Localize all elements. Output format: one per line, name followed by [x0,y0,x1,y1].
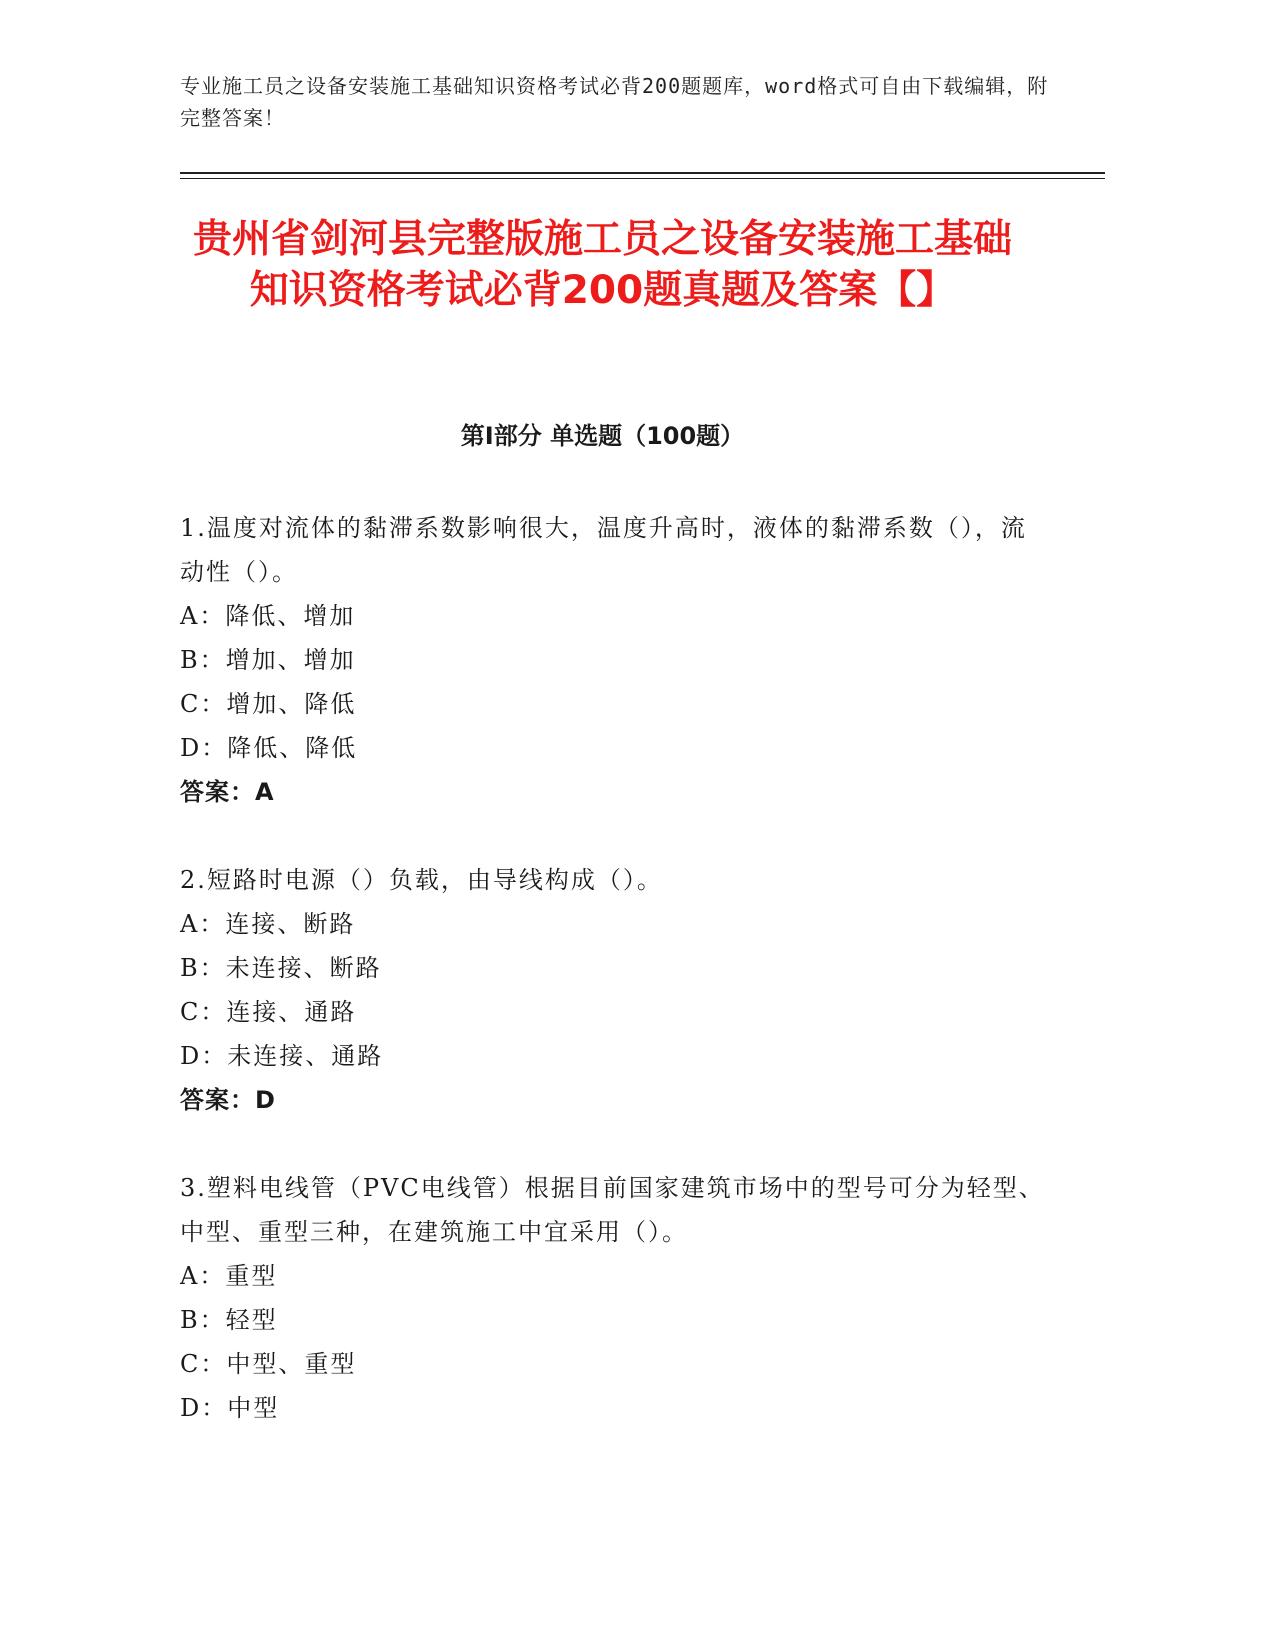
question-item [180,858,1050,1122]
question-text: 2.短路时电源（）负载，由导线构成（）。 [180,866,663,894]
document-title: 贵州省剑河县完整版施工员之设备安装施工基础知识资格考试必背200题真题及答案【】 [192,217,1012,313]
question-option: A：降低、增加 [180,602,356,630]
question-option: B：增加、增加 [180,646,356,674]
question-option: C：增加、降低 [180,690,357,718]
question-option: D：中型 [180,1394,280,1422]
question-option: C：连接、通路 [180,998,357,1026]
question-option: B：未连接、断路 [180,954,382,982]
question-option: D：未连接、通路 [180,1042,384,1070]
question-option: C：中型、重型 [180,1350,357,1378]
question-item [180,506,1050,814]
question-option: D：降低、降低 [180,734,358,762]
question-item [180,1166,1050,1430]
question-option: A：连接、断路 [180,910,356,938]
question-answer: 答案：D [180,1086,276,1114]
section-heading: 第I部分 单选题（100题） [460,422,745,450]
question-text: 1.温度对流体的黏滞系数影响很大，温度升高时，液体的黏滞系数（），流动性（）。 [180,514,1027,586]
question-text: 3.塑料电线管（PVC电线管）根据目前国家建筑市场中的型号可分为轻型、中型、重型三种，在建筑施工中宜采用（）。 [180,1174,1045,1246]
question-answer: 答案：A [180,778,275,806]
question-option: B：轻型 [180,1306,278,1334]
document-header: 专业施工员之设备安装施工基础知识资格考试必背200题题库，word格式可自由下载编辑，附完整答案！ [180,74,1049,130]
header-rule-thick [180,172,1105,174]
question-option: A：重型 [180,1262,278,1290]
header-rule-thin [180,178,1105,179]
question-list [180,506,1050,1430]
